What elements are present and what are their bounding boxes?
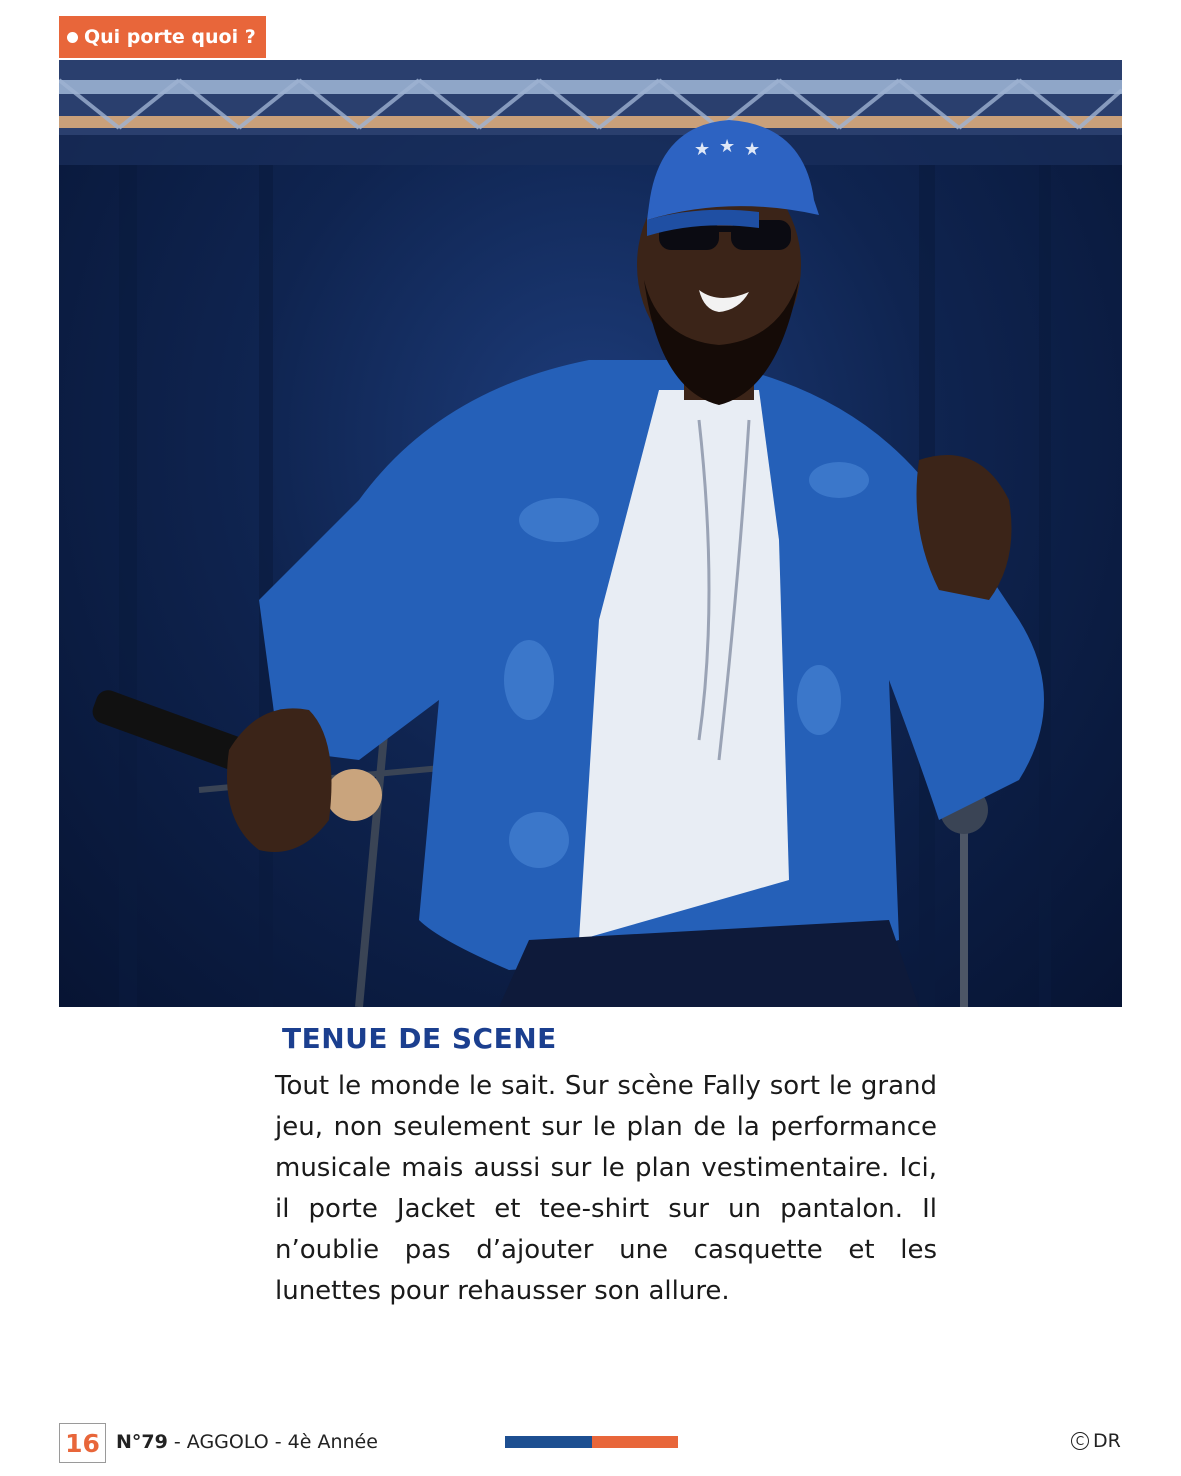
issue-number: N°79 (116, 1431, 168, 1453)
svg-text:★: ★ (694, 139, 711, 160)
article-heading: TENUE DE SCENE (282, 1022, 557, 1055)
photo-credit (1071, 1430, 1121, 1452)
article-body: Tout le monde le sait. Sur scène Fally sort le grand jeu, non seulement sur le plan de la performance musicale mais aussi sur le plan vestimentaire. Ici, il porte Jacket et tee-shirt sur un pantalon. Il n’oublie pas d’ajouter une casquette et les lunettes pour rehausser son allure. (275, 1071, 937, 1306)
rubric-label: Qui porte quoi ? (84, 26, 256, 48)
stage-photo-illustration (59, 60, 1122, 1007)
issue-info (116, 1431, 378, 1453)
stage-photo (59, 60, 1122, 1007)
section-rubric (59, 16, 266, 58)
magazine-name: - AGGOLO - 4è Année (167, 1431, 378, 1453)
svg-text:★: ★ (719, 136, 736, 157)
page-number: 16 (59, 1423, 106, 1463)
copyright-icon: C (1071, 1432, 1089, 1450)
credit-text: DR (1093, 1430, 1121, 1452)
svg-text:★: ★ (744, 139, 761, 160)
bullet-dot-icon (67, 32, 78, 43)
footer-bar-orange (592, 1436, 678, 1448)
footer-bar-blue (505, 1436, 592, 1448)
